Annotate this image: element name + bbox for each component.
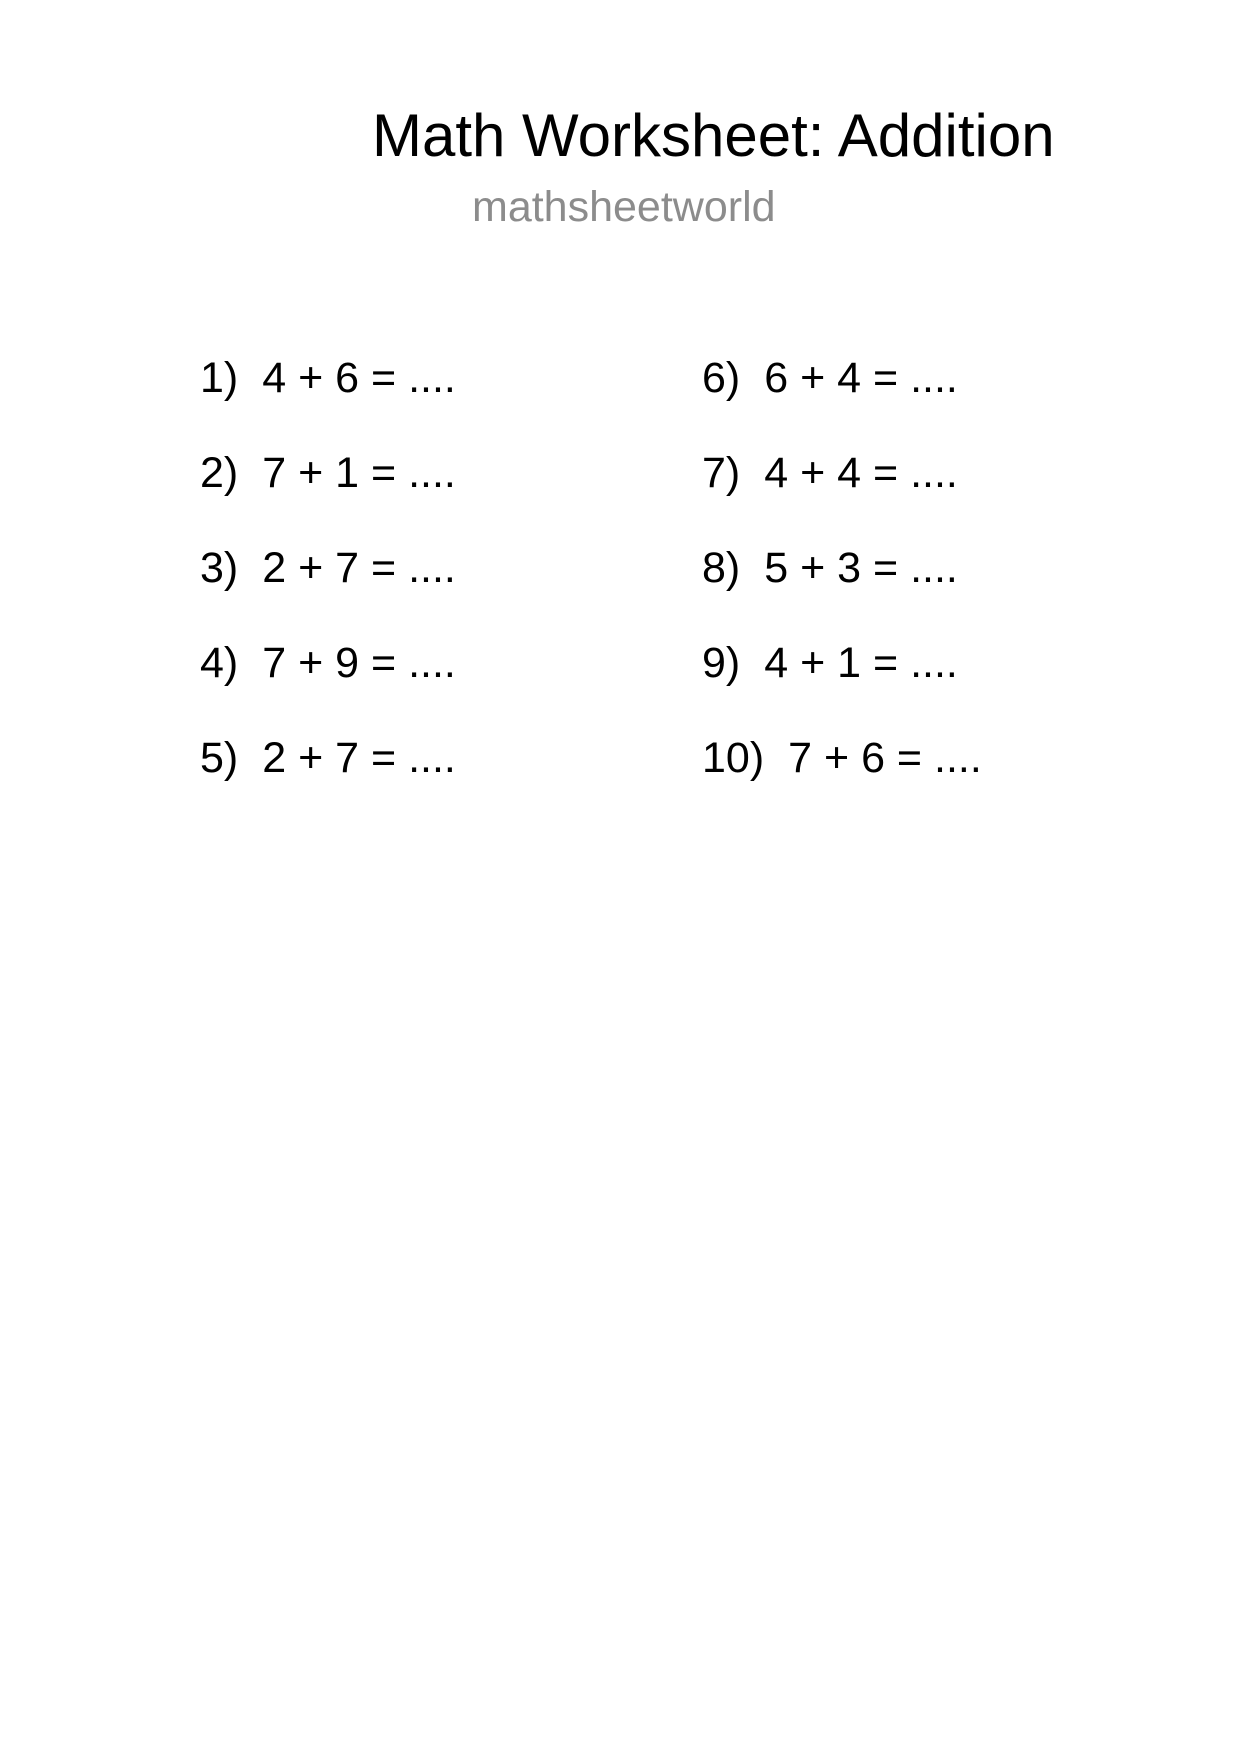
problem-number: 3)	[200, 544, 239, 592]
problem-number: 9)	[702, 639, 741, 687]
problem-6	[702, 353, 958, 403]
problem-5	[200, 733, 456, 783]
problem-number: 10)	[702, 734, 765, 782]
problem-7	[702, 448, 958, 498]
page-subtitle: mathsheetworld	[472, 183, 776, 231]
problem-8	[702, 543, 958, 593]
problem-expression: 2 + 7 = ....	[262, 544, 456, 592]
problem-number: 4)	[200, 639, 239, 687]
problem-3	[200, 543, 456, 593]
problem-9	[702, 638, 958, 688]
problem-expression: 7 + 9 = ....	[262, 639, 456, 687]
problem-expression: 5 + 3 = ....	[764, 544, 958, 592]
problem-number: 5)	[200, 734, 239, 782]
problem-expression: 2 + 7 = ....	[262, 734, 456, 782]
problem-4	[200, 638, 456, 688]
problem-expression: 4 + 4 = ....	[764, 449, 958, 497]
problem-expression: 7 + 1 = ....	[262, 449, 456, 497]
problem-number: 7)	[702, 449, 741, 497]
problem-1	[200, 353, 456, 403]
problem-2	[200, 448, 456, 498]
problem-10	[702, 733, 982, 783]
problem-expression: 4 + 6 = ....	[262, 354, 456, 402]
problem-expression: 6 + 4 = ....	[764, 354, 958, 402]
problem-number: 2)	[200, 449, 239, 497]
problem-number: 1)	[200, 354, 239, 402]
problem-number: 8)	[702, 544, 741, 592]
problem-expression: 4 + 1 = ....	[764, 639, 958, 687]
page-title: Math Worksheet: Addition	[372, 102, 1055, 169]
problem-number: 6)	[702, 354, 741, 402]
problem-expression: 7 + 6 = ....	[788, 734, 982, 782]
